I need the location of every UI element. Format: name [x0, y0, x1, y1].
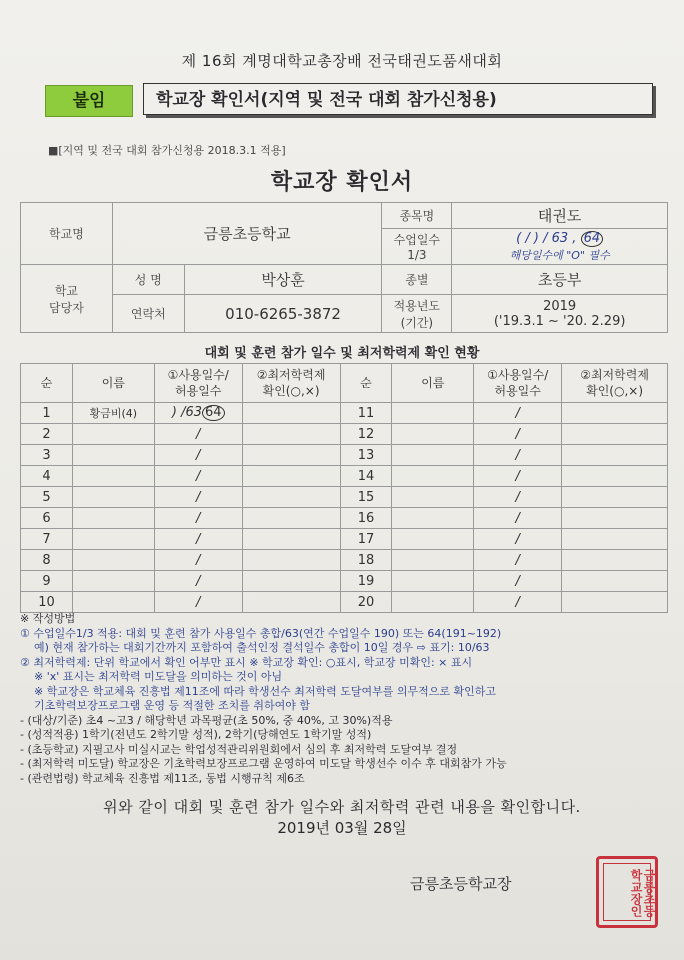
table-row — [21, 508, 668, 529]
row-days — [154, 445, 242, 466]
header-days-line1: ①사용일수/ — [167, 368, 229, 382]
header-days — [154, 364, 242, 403]
row-check — [242, 424, 340, 445]
table-row — [21, 487, 668, 508]
row-days-value: / — [196, 594, 201, 610]
row-days — [154, 592, 242, 613]
row-name — [392, 529, 474, 550]
header-check — [242, 364, 340, 403]
manager-name-value: 박상훈 — [184, 265, 382, 295]
row-no: 11 — [340, 403, 392, 424]
row-days-value: / — [196, 510, 201, 526]
row-no: 7 — [21, 529, 73, 550]
year-label-line2: (기간) — [400, 315, 434, 330]
confirmation-date: 2019년 03월 28일 — [277, 819, 407, 837]
header-days-line2: 허용일수 — [175, 384, 222, 398]
year-value — [452, 295, 668, 333]
contact-value: 010-6265-3872 — [184, 295, 382, 333]
school-days-label — [382, 229, 452, 265]
header-days — [474, 364, 562, 403]
row-no: 10 — [21, 592, 73, 613]
writing-instructions — [20, 612, 680, 786]
row-name — [392, 508, 474, 529]
days-section-title: 대회 및 훈련 참가 일수 및 최저학력제 확인 현황 — [204, 346, 480, 361]
row-name — [392, 445, 474, 466]
school-manager-label-line2: 담당자 — [49, 300, 84, 315]
row-days: / — [474, 550, 562, 571]
row-days — [154, 403, 242, 424]
row-no: 13 — [340, 445, 392, 466]
table-row — [21, 445, 668, 466]
row-check — [562, 550, 668, 571]
table-row — [21, 529, 668, 550]
note-line: 기초학력보장프로그램 운영 등 적절한 조치를 취하여야 함 — [34, 699, 311, 712]
document-title: 학교장 확인서 — [270, 170, 414, 195]
row-check — [562, 424, 668, 445]
year-value-period: ('19.3.1 ~ '20. 2.29) — [493, 313, 626, 329]
row-check — [242, 445, 340, 466]
row-days-value: / — [196, 573, 201, 589]
row-check — [242, 529, 340, 550]
school-days-label-line2: 1/3 — [407, 248, 427, 262]
form-note: ■[지역 및 전국 대회 참가신청용 2018.3.1 적용] — [48, 144, 286, 157]
row-check — [562, 592, 668, 613]
row-no: 17 — [340, 529, 392, 550]
row-check — [562, 529, 668, 550]
table-row — [21, 571, 668, 592]
row-name — [392, 466, 474, 487]
row-days-circled: 64 — [202, 405, 225, 421]
note-line: 예) 현재 참가하는 대회기간까지 포함하여 출석인정 결석일수 총합이 10일 경우 ⇨ 표기: 10/63 — [34, 641, 490, 654]
table-row — [21, 550, 668, 571]
table-row — [21, 466, 668, 487]
note-line: ① 수업일수1/3 적용: 대회 및 훈련 참가 사용일수 총합/63(연간 수업일수 190) 또는 64(191~192) — [20, 626, 502, 640]
seal-text: 금릉초등학교장인 — [629, 869, 656, 917]
school-name-label: 학교명 — [21, 203, 113, 265]
row-days-value: / — [196, 552, 201, 568]
school-days-circled: 64 — [581, 231, 604, 247]
row-name — [72, 529, 154, 550]
header-no: 순 — [21, 364, 73, 403]
contact-label: 연락처 — [112, 295, 184, 333]
row-check — [242, 550, 340, 571]
row-name — [392, 403, 474, 424]
row-check — [242, 403, 340, 424]
row-name — [72, 466, 154, 487]
row-name — [72, 487, 154, 508]
row-days: / — [474, 445, 562, 466]
row-no: 9 — [21, 571, 73, 592]
row-days-value: / — [196, 489, 201, 505]
row-name: 황금비(4) — [72, 403, 154, 424]
row-no: 16 — [340, 508, 392, 529]
note-line: - (대상/기준) 초4 ~고3 / 해당학년 과목평균(초 50%, 중 40%, 고 30%)적용 — [20, 713, 393, 727]
row-days — [154, 571, 242, 592]
event-title: 제 16회 계명대학교총장배 전국태권도품새대회 — [181, 52, 503, 70]
row-check — [242, 508, 340, 529]
principal-signature: 금릉초등학교장 — [410, 875, 512, 893]
row-name — [392, 571, 474, 592]
event-value: 태권도 — [452, 203, 668, 229]
form-title: 학교장 확인서(지역 및 전국 대회 참가신청용) — [143, 83, 653, 115]
school-seal-stamp — [596, 856, 658, 928]
row-check — [562, 487, 668, 508]
note-line: - (관련법령) 학교체육 진흥법 제11조, 동법 시행규칙 제6조 — [20, 771, 305, 785]
attachment-label: 붙임 — [45, 85, 133, 117]
row-name — [392, 487, 474, 508]
row-days: / — [474, 529, 562, 550]
division-label: 종별 — [382, 265, 452, 295]
year-value-year: 2019 — [543, 298, 577, 314]
row-days: / — [474, 571, 562, 592]
row-days: / — [474, 424, 562, 445]
row-no: 18 — [340, 550, 392, 571]
header-check — [562, 364, 668, 403]
school-manager-label-line1: 학교 — [54, 283, 79, 298]
row-no: 6 — [21, 508, 73, 529]
row-days: / — [474, 403, 562, 424]
note-line: ※ 'x' 표시는 최저학력 미도달을 의미하는 것이 아님 — [34, 670, 283, 683]
row-no: 4 — [21, 466, 73, 487]
row-check — [562, 403, 668, 424]
note-line: ※ 학교장은 학교체육 진흥법 제11조에 따라 학생선수 최저학력 도달여부를 의무적으로 확인하고 — [34, 684, 496, 698]
row-no: 20 — [340, 592, 392, 613]
row-days-value: / — [196, 468, 201, 484]
row-name — [72, 592, 154, 613]
table-row — [21, 592, 668, 613]
note-line: ※ 작성방법 — [20, 612, 76, 625]
row-days — [154, 487, 242, 508]
row-days-value: / — [196, 426, 201, 442]
row-days — [154, 508, 242, 529]
row-no: 15 — [340, 487, 392, 508]
row-days: / — [474, 592, 562, 613]
row-days-value: / — [196, 447, 201, 463]
header-check-line1: ②최저학력제 — [256, 368, 326, 382]
row-name — [72, 508, 154, 529]
header-days-line2: 허용일수 — [494, 384, 541, 398]
row-check — [242, 592, 340, 613]
row-days-value: / — [196, 531, 201, 547]
row-name — [392, 424, 474, 445]
year-label-line1: 적용년도 — [393, 298, 441, 313]
row-days: / — [474, 508, 562, 529]
row-days: / — [474, 466, 562, 487]
table-row — [21, 424, 668, 445]
row-days: / — [474, 487, 562, 508]
row-days — [154, 550, 242, 571]
manager-name-label: 성 명 — [112, 265, 184, 295]
row-check — [562, 445, 668, 466]
row-no: 12 — [340, 424, 392, 445]
row-check — [242, 466, 340, 487]
row-check — [562, 508, 668, 529]
row-name — [72, 550, 154, 571]
row-name — [72, 445, 154, 466]
year-label — [382, 295, 452, 333]
row-name — [392, 592, 474, 613]
event-label: 종목명 — [382, 203, 452, 229]
confirmation-statement: 위와 같이 대회 및 훈련 참가 일수와 최저학력 관련 내용을 확인합니다. — [103, 798, 581, 816]
header-check-line1: ②최저학력제 — [580, 368, 649, 382]
row-name — [72, 571, 154, 592]
row-days — [154, 424, 242, 445]
row-check — [562, 571, 668, 592]
header-name: 이름 — [72, 364, 154, 403]
participation-days-table — [20, 363, 668, 613]
row-check — [242, 487, 340, 508]
row-no: 14 — [340, 466, 392, 487]
header-check-line2: 확인(○,×) — [586, 384, 643, 398]
row-no: 3 — [21, 445, 73, 466]
header-name: 이름 — [392, 364, 474, 403]
header-no: 순 — [340, 364, 392, 403]
note-line: - (성적적용) 1학기(전년도 2학기말 성적), 2학기(당해연도 1학기말 성적) — [20, 728, 372, 741]
row-days — [154, 529, 242, 550]
school-days-prefix: ( / ) / 63 , — [516, 230, 577, 246]
school-days-note: 해당일수에 "O" 필수 — [509, 248, 610, 262]
header-check-line2: 확인(○,×) — [262, 384, 320, 398]
school-name-value: 금릉초등학교 — [112, 203, 382, 265]
row-days — [154, 466, 242, 487]
row-name — [392, 550, 474, 571]
school-days-label-line1: 수업일수 — [393, 233, 441, 247]
school-days-value — [452, 229, 668, 265]
row-no: 19 — [340, 571, 392, 592]
row-check — [242, 571, 340, 592]
header-days-line1: ①사용일수/ — [487, 368, 549, 382]
table-row — [21, 403, 668, 424]
row-check — [562, 466, 668, 487]
row-no: 2 — [21, 424, 73, 445]
row-days-value: ) /63 — [171, 405, 202, 420]
school-manager-label — [21, 265, 113, 333]
note-line: ② 최저학력제: 단위 학교에서 확인 어부만 표시 ※ 학교장 확인: ○표시, 학교장 미확인: × 표시 — [20, 655, 473, 669]
row-no: 5 — [21, 487, 73, 508]
row-no: 8 — [21, 550, 73, 571]
division-value: 초등부 — [452, 265, 668, 295]
note-line: - (최저학력 미도달) 학교장은 기초학력보장프로그램 운영하여 미도달 학생선수 이수 후 대회참가 가능 — [20, 757, 507, 770]
school-info-table — [20, 202, 668, 333]
row-name — [72, 424, 154, 445]
note-line: - (초등학교) 지필고사 미실시교는 학업성적관리위원회에서 심의 후 최저학력 도달여부 결정 — [20, 742, 458, 756]
row-no: 1 — [21, 403, 73, 424]
